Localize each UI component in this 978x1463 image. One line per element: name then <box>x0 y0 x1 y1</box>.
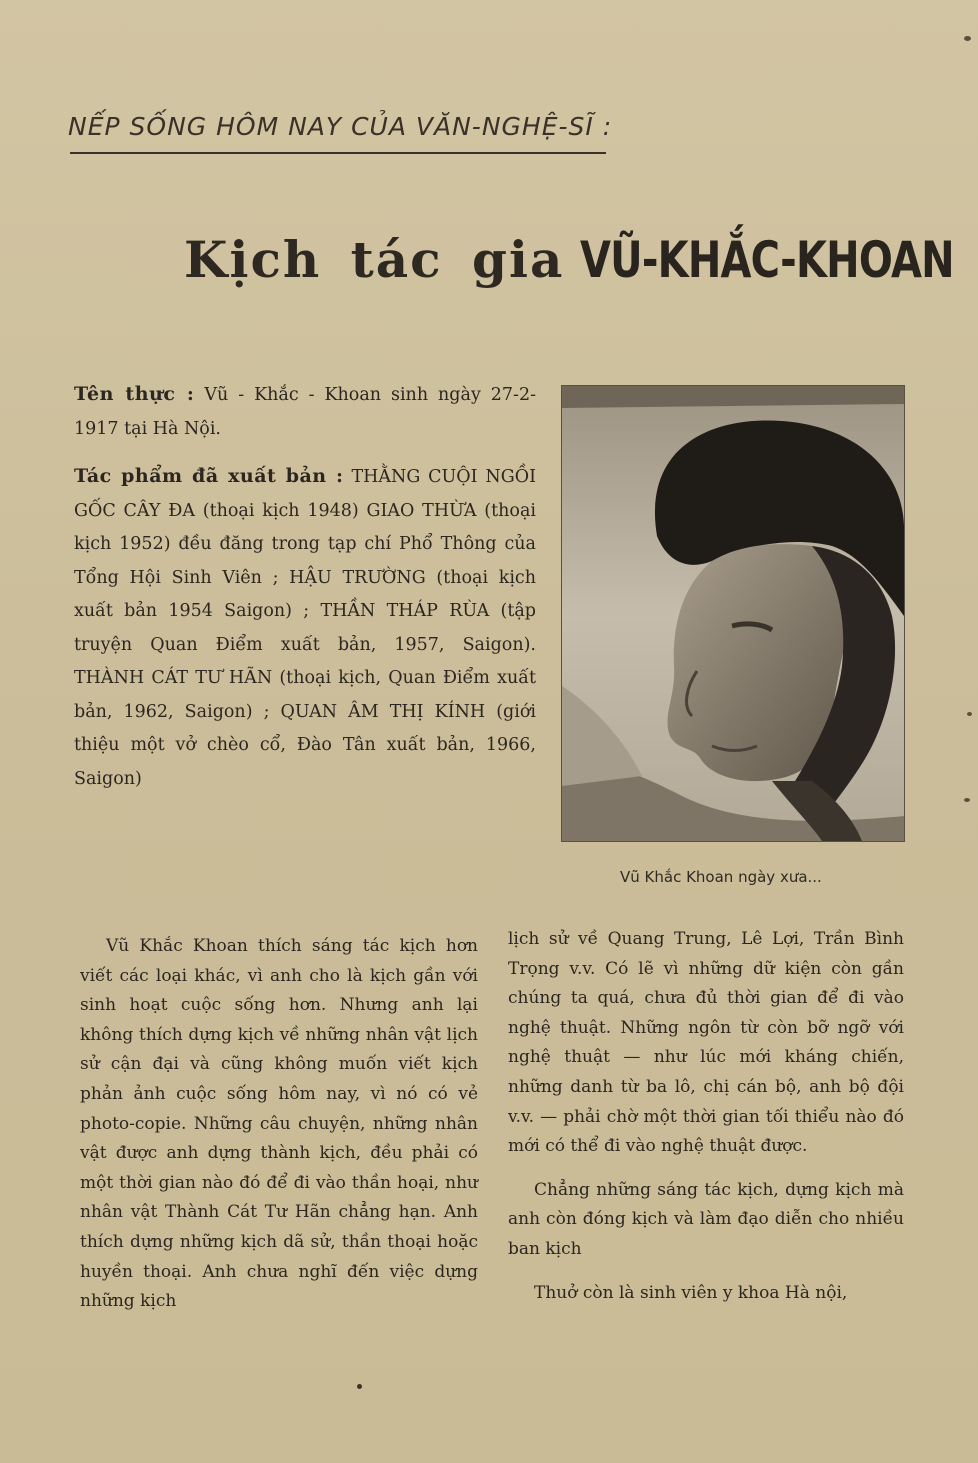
works-text: THẰNG CUỘI NGỒI GỐC CÂY ĐA (thoại kịch 1948) GIAO THỪA (thoại kịch 1952) đều đăng trong tạp chí Phổ Thông của Tổng Hội Sinh Viên ; HẬU TRƯỜNG (thoại kịch xuất bản 1954 Saigon) ; THẦN THÁP RÙA (tập truyện Quan Điểm xuất bản, 1957, Saigon). THÀNH CÁT TƯ HÃN (thoại kịch, Quan Điểm xuất bản, 1962, Saigon) ; QUAN ÂM THỊ KÍNH (giới thiệu một vở chèo cổ, Đào Tân xuất bản, 1966, Saigon) <box>74 467 536 789</box>
body-right-paragraph-2: Chẳng những sáng tác kịch, dựng kịch mà anh còn đóng kịch và làm đạo diễn cho nhiều ban kịch <box>508 1179 904 1259</box>
works-paragraph <box>74 460 536 796</box>
paper-speck <box>964 798 970 802</box>
headline-name: VŨ-KHẮC-KHOAN <box>580 231 955 289</box>
paper-speck <box>964 36 971 41</box>
real-name-text: Vũ - Khắc - Khoan sinh ngày 27-2-1917 tại Hà Nội. <box>74 385 536 439</box>
photo-caption: Vũ Khắc Khoan ngày xưa... <box>620 868 822 886</box>
series-title-underline <box>70 152 606 154</box>
portrait-illustration <box>562 386 904 841</box>
real-name-paragraph <box>74 378 536 446</box>
paper-speck <box>967 712 972 716</box>
body-column-right <box>508 925 904 1308</box>
portrait-photo <box>561 385 905 842</box>
intro-block <box>74 378 536 796</box>
body-column-left <box>80 932 478 1317</box>
body-right-paragraph-3: Thuở còn là sinh viên y khoa Hà nội, <box>534 1282 848 1303</box>
body-left-paragraph: Vũ Khắc Khoan thích sáng tác kịch hơn viết các loại khác, vì anh cho là kịch gần với sinh hoạt cuộc sống hơn. Nhưng anh lại không thích dựng kịch về những nhân vật lịch sử cận đại và cũng không muốn viết kịch phản ảnh cuộc sống hôm nay, vì nó có vẻ photo-copie. Những câu chuyện, những nhân vật được anh dựng thành kịch, đều phải có một thời gian nào đó để đi vào thần hoại, như nhân vật Thành Cát Tư Hãn chẳng hạn. Anh thích dựng những kịch dã sử, thần thoại hoặc huyền thoại. Anh chưa nghĩ đến việc dựng những kịch <box>80 936 478 1312</box>
series-title: NẾP SỐNG HÔM NAY CỦA VĂN-NGHỆ-SĨ : <box>68 112 613 141</box>
real-name-label: Tên thực : <box>74 383 195 405</box>
works-label: Tác phẩm đã xuất bản : <box>74 465 344 487</box>
body-right-paragraph-1: lịch sử về Quang Trung, Lê Lợi, Trần Bình Trọng v.v. Có lẽ vì những dữ kiện còn gần chúng ta quá, chưa đủ thời gian để đi vào nghệ thuật. Những ngôn từ còn bỡ ngỡ với nghệ thuật — như lúc mới kháng chiến, những danh từ ba lô, chị cán bộ, anh bộ đội v.v. — phải chờ một thời gian tối thiểu nào đó mới có thể đi vào nghệ thuật được. <box>508 929 904 1157</box>
page-ornament-dot <box>357 1384 362 1389</box>
headline-lead: Kịch tác gia <box>184 230 565 289</box>
article-headline <box>184 230 955 289</box>
